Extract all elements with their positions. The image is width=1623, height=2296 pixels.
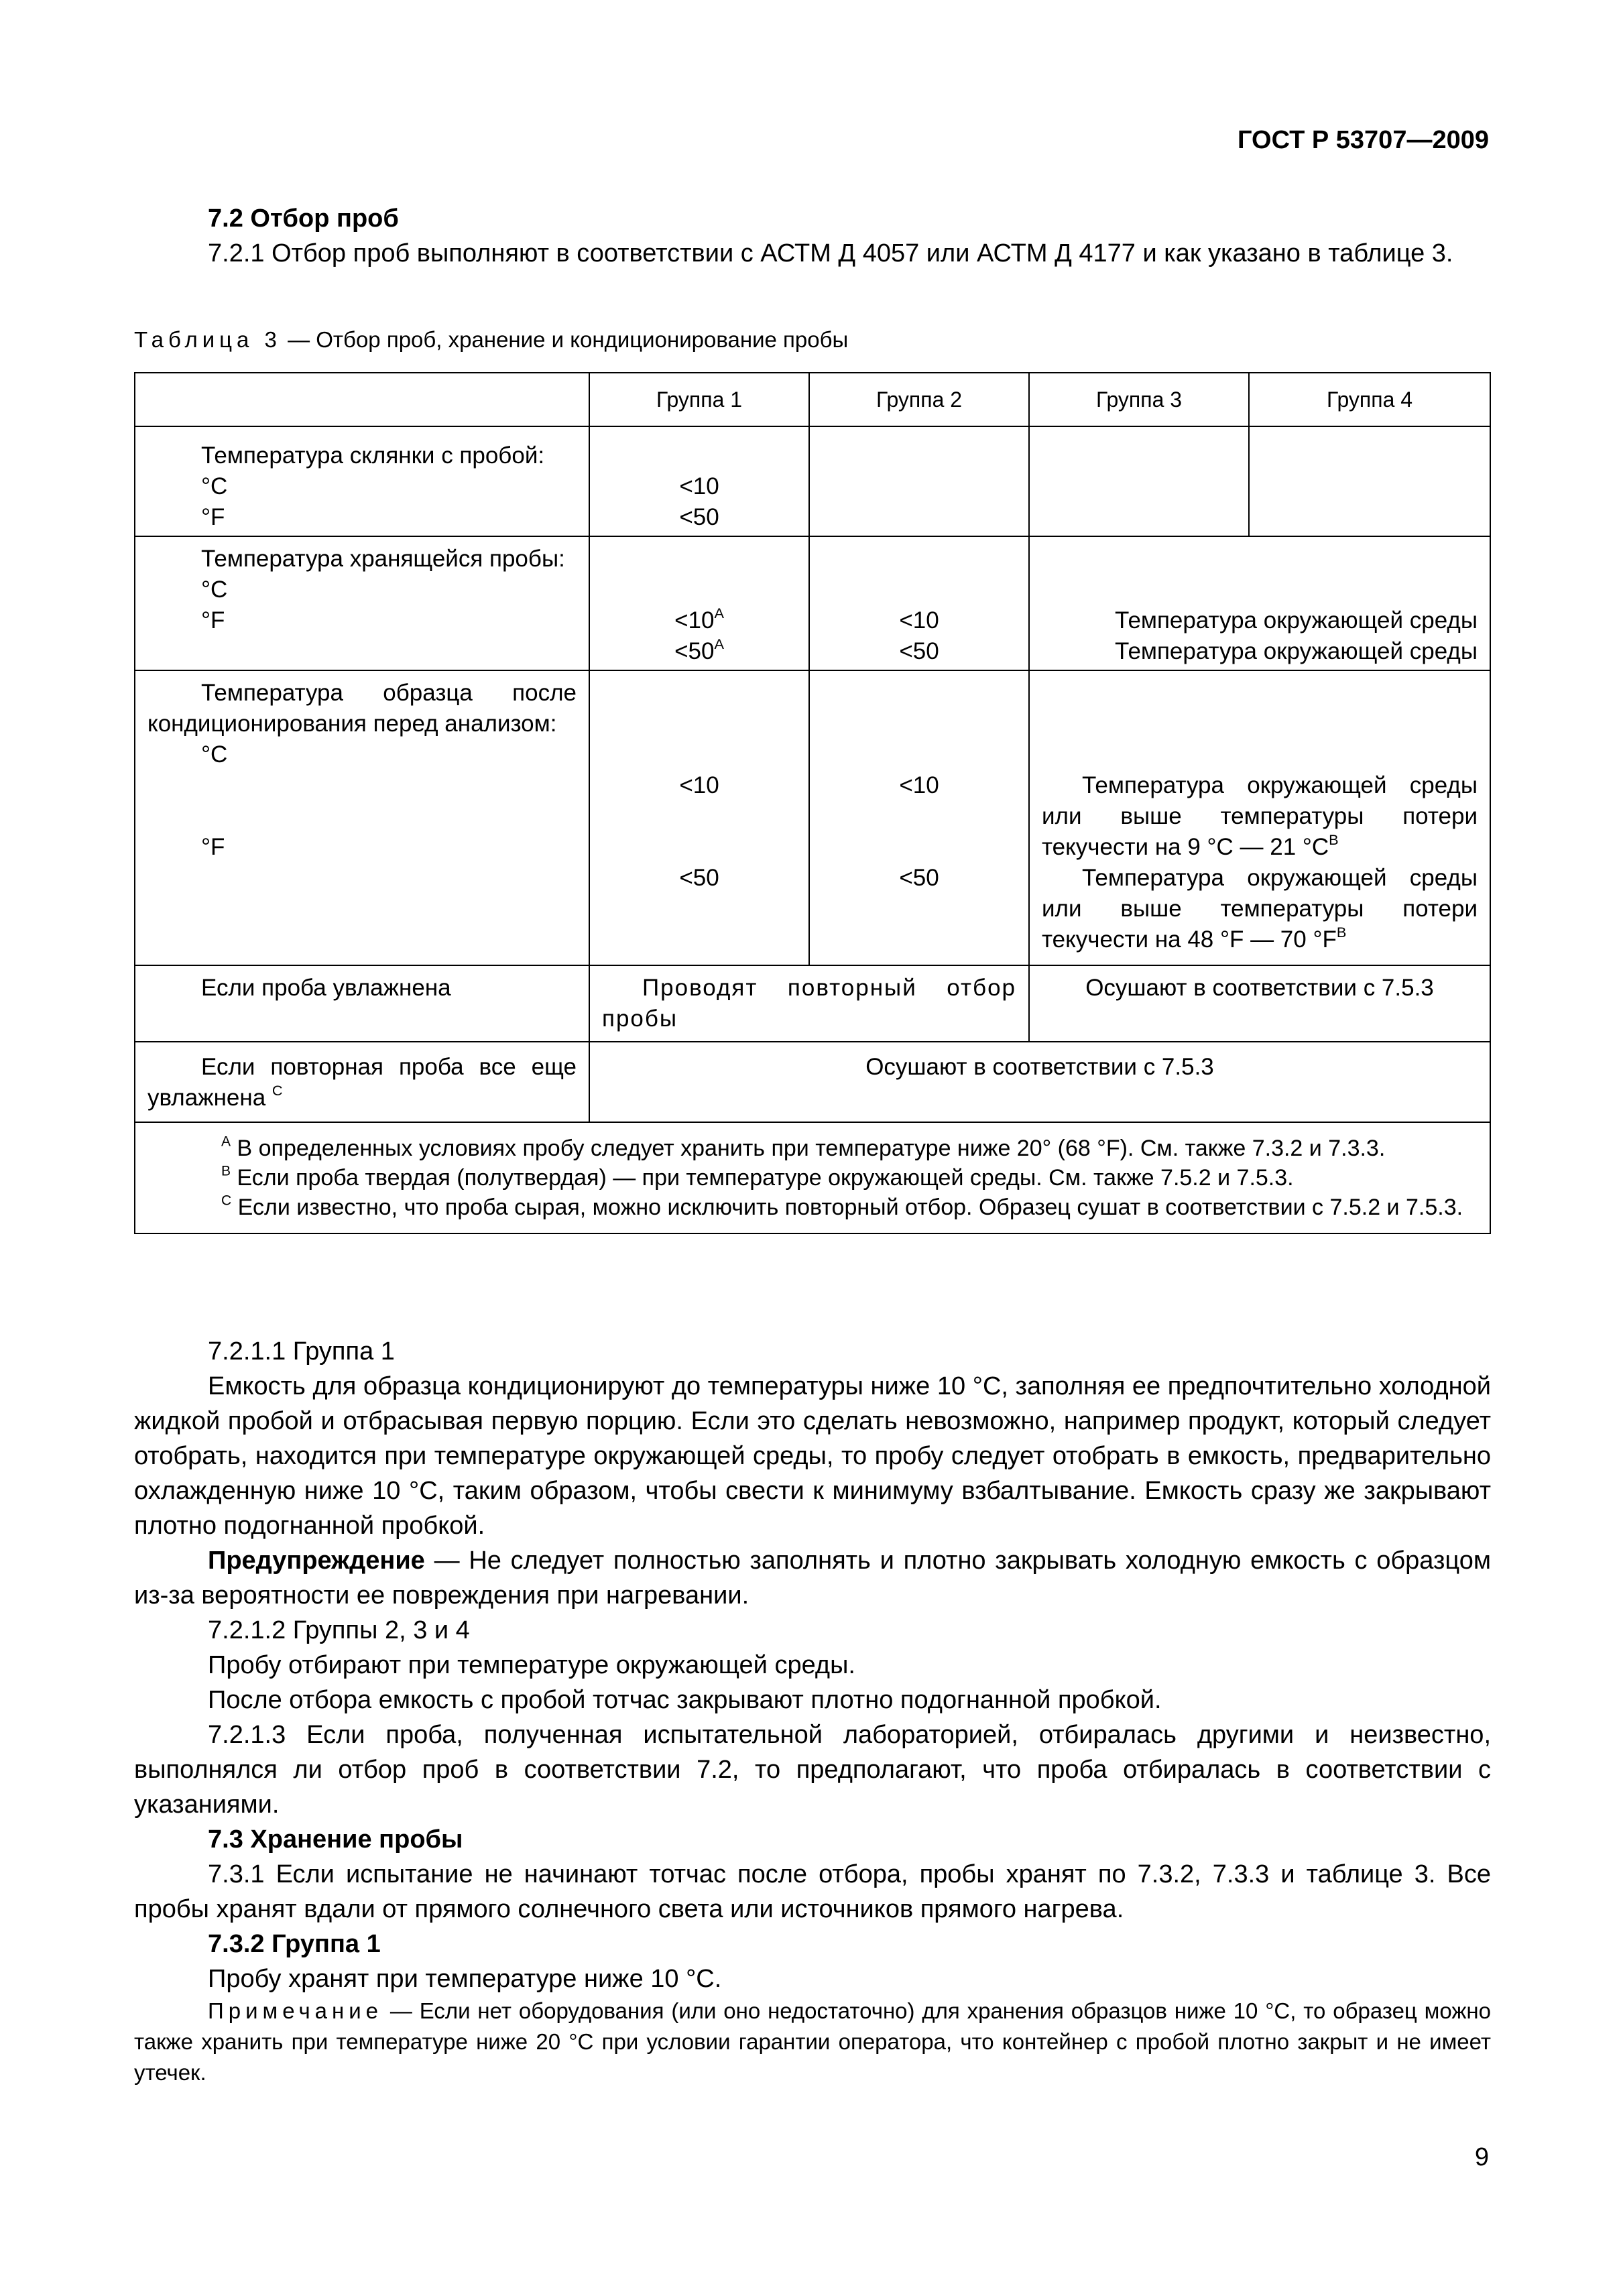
table-header-row — [135, 373, 1490, 426]
value-f: Температура окружающей среды — [1115, 638, 1478, 664]
group-1-cell — [589, 670, 809, 965]
group-1-cell — [589, 536, 809, 670]
table-footnotes-row — [135, 1122, 1490, 1233]
unit-celsius: °C — [201, 741, 228, 768]
paragraph-7-2-1: 7.2.1 Отбор проб выполняют в соответствии с АСТМ Д 4057 или АСТМ Д 4177 и как указано в таблице 3. — [208, 239, 1453, 267]
table-row-still-wet — [135, 1042, 1490, 1122]
group-2-cell — [809, 670, 1029, 965]
group-all-cell — [589, 1042, 1490, 1122]
document-id-header: ГОСТ Р 53707—2009 — [1238, 126, 1489, 154]
body-text — [134, 1334, 1491, 1996]
row-label: Если повторная проба все еще увлажнена $^C$ — [147, 1054, 577, 1111]
value-f: <50 — [679, 865, 719, 891]
sampling-table — [134, 372, 1491, 1234]
value-f: $<50^A$ — [674, 635, 724, 664]
group-3-4-cell — [1029, 965, 1490, 1042]
footnote-mark: B — [1329, 831, 1339, 848]
paragraph-7-2-1-2-b: После отбора емкость с пробой тотчас закрывают плотно подогнанной пробкой. — [208, 1686, 1162, 1714]
value-f: <50 — [899, 865, 939, 891]
value-c: <10 — [899, 772, 939, 798]
table-row-conditioning-temp — [135, 670, 1490, 965]
page-number: 9 — [1474, 2143, 1489, 2171]
note-text: Если нет оборудования (или оно недостаточно) для хранения образцов ниже 10 °C, то образец можно также хранить при температуре ниже 20 °C при условии гарантии оператора, что контейнер с пробой плотно закрыт и не имеет утечек. — [134, 1998, 1491, 2085]
row-label: Температура образца после кондиционирования перед анализом: — [147, 680, 577, 737]
table-row-wet-sample — [135, 965, 1490, 1042]
warning-label: Предупреждение — [208, 1547, 425, 1575]
footnote-mark: B — [1336, 923, 1347, 941]
row-label: Температура хранящейся пробы: — [201, 546, 565, 572]
group-3-4-cell — [1029, 670, 1490, 965]
value-f: <50 — [679, 504, 719, 530]
unit-fahrenheit: °F — [201, 504, 225, 530]
section-title-7-2: 7.2 Отбор проб — [208, 204, 399, 233]
paragraph-7-2-1-1: Емкость для образца кондиционируют до температуры ниже 10 °C, заполняя ее предпочтительно холодной жидкой пробой и отбрасывая первую порцию. Если это сделать невозможно, например продукт, который следует отобрать, находится при температуре окружающей среды, то пробу следует отобрать в емкость, предварительно охлажденную ниже 10 °C, таким образом, чтобы свести к минимуму взбалтывание. Емкость сразу же закрывают плотно подогнанной пробкой. — [134, 1372, 1491, 1540]
value-f: <50 — [899, 638, 939, 664]
footnote-mark: C — [272, 1081, 283, 1099]
wet-action: Проводят повторный отбор пробы — [602, 975, 1016, 1032]
group-4-cell — [1249, 426, 1490, 536]
unit-fahrenheit: °F — [201, 834, 225, 860]
table-row-bottle-temp — [135, 426, 1490, 536]
group-3-4-cell — [1029, 536, 1490, 670]
footnote-b: $^B$ Если проба твердая (полутвердая) — при температуре окружающей среды. См. также 7.5.2 и 7.5.3. — [221, 1163, 1294, 1191]
group-2-cell — [809, 536, 1029, 670]
value-c: <10 — [899, 607, 939, 633]
group-1-2-cell — [589, 965, 1029, 1042]
footnote-mark: A — [714, 604, 724, 621]
group-1-cell — [589, 426, 809, 536]
row-label-cell — [135, 965, 589, 1042]
row-label-cell — [135, 1042, 589, 1122]
group-2-cell — [809, 426, 1029, 536]
table-caption-label: Таблица 3 — [134, 327, 282, 352]
warning-paragraph — [134, 1543, 1491, 1613]
value-c: Температура окружающей среды — [1115, 607, 1478, 633]
paragraph-7-2-1-1-title: 7.2.1.1 Группа 1 — [208, 1337, 395, 1366]
header-cell-empty — [135, 373, 589, 426]
row-label-cell — [135, 426, 589, 536]
row-label-cell — [135, 536, 589, 670]
value-f: Температура окружающей среды или выше температуры потери текучести на 48 °F — 70 $^\circ F^B$ — [1042, 865, 1478, 953]
footnote-c: $^C$ Если известно, что проба сырая, можно исключить повторный отбор. Образец сушат в соответствии с 7.5.2 и 7.5.3. — [221, 1193, 1463, 1220]
paragraph-7-3-1: 7.3.1 Если испытание не начинают тотчас после отбора, пробы хранят по 7.3.2, 7.3.3 и таблице 3. Все пробы хранят вдали от прямого солнечного света или источников прямого нагрева. — [134, 1860, 1491, 1923]
section-7-2 — [134, 201, 1491, 271]
value-c: <10 — [679, 473, 719, 499]
table-caption-dash: — — [281, 327, 316, 352]
section-title-7-3: 7.3 Хранение пробы — [208, 1825, 463, 1854]
unit-celsius: °C — [201, 473, 228, 499]
footnote-a: $^A$ В определенных условиях пробу следует хранить при температуре ниже 20° (68 °F). См. также 7.3.2 и 7.3.3. — [221, 1134, 1386, 1161]
table-caption — [134, 327, 848, 353]
header-cell-group-4: Группа 4 — [1249, 373, 1490, 426]
header-cell-group-3: Группа 3 — [1029, 373, 1249, 426]
section-title-7-3-2: 7.3.2 Группа 1 — [208, 1930, 381, 1958]
paragraph-7-2-1-3: 7.2.1.3 Если проба, полученная испытательной лабораторией, отбиралась другими и неизвестно, выполнялся ли отбор проб в соответствии 7.2, то предполагают, что проба отбиралась в соответствии с указаниями. — [134, 1721, 1491, 1819]
note-paragraph — [134, 1996, 1491, 2088]
header-cell-group-1: Группа 1 — [589, 373, 809, 426]
dry-action: Осушают в соответствии с 7.5.3 — [1085, 975, 1434, 1001]
group-3-cell — [1029, 426, 1249, 536]
value-c: $<10^A$ — [674, 604, 724, 633]
dry-action: Осушают в соответствии с 7.5.3 — [865, 1054, 1214, 1080]
table-footnotes — [135, 1122, 1490, 1233]
footnote-mark: A — [714, 635, 724, 652]
table-row-storage-temp — [135, 536, 1490, 670]
paragraph-7-2-1-2-a: Пробу отбирают при температуре окружающей среды. — [208, 1651, 855, 1679]
row-label-cell — [135, 670, 589, 965]
value-c: Температура окружающей среды или выше температуры потери текучести на 9 °C — 21 $^\circ C^B$ — [1042, 772, 1478, 860]
note-label: Примечание — [208, 1998, 383, 2023]
row-label: Если проба увлажнена — [201, 975, 451, 1001]
paragraph-7-2-1-2-title: 7.2.1.2 Группы 2, 3 и 4 — [208, 1616, 470, 1644]
header-cell-group-2: Группа 2 — [809, 373, 1029, 426]
note-dash: — — [383, 1998, 420, 2023]
row-label: Температура склянки с пробой: — [201, 442, 545, 469]
unit-celsius: °C — [201, 577, 228, 603]
paragraph-7-3-2: Пробу хранят при температуре ниже 10 °C. — [208, 1965, 722, 1993]
unit-fahrenheit: °F — [201, 607, 225, 633]
table-caption-title: Отбор проб, хранение и кондиционирование пробы — [316, 327, 849, 352]
value-c: <10 — [679, 772, 719, 798]
warning-text: — Не следует полностью заполнять и плотно закрывать холодную емкость с образцом из-за вероятности ее повреждения при нагревании. — [134, 1547, 1491, 1610]
